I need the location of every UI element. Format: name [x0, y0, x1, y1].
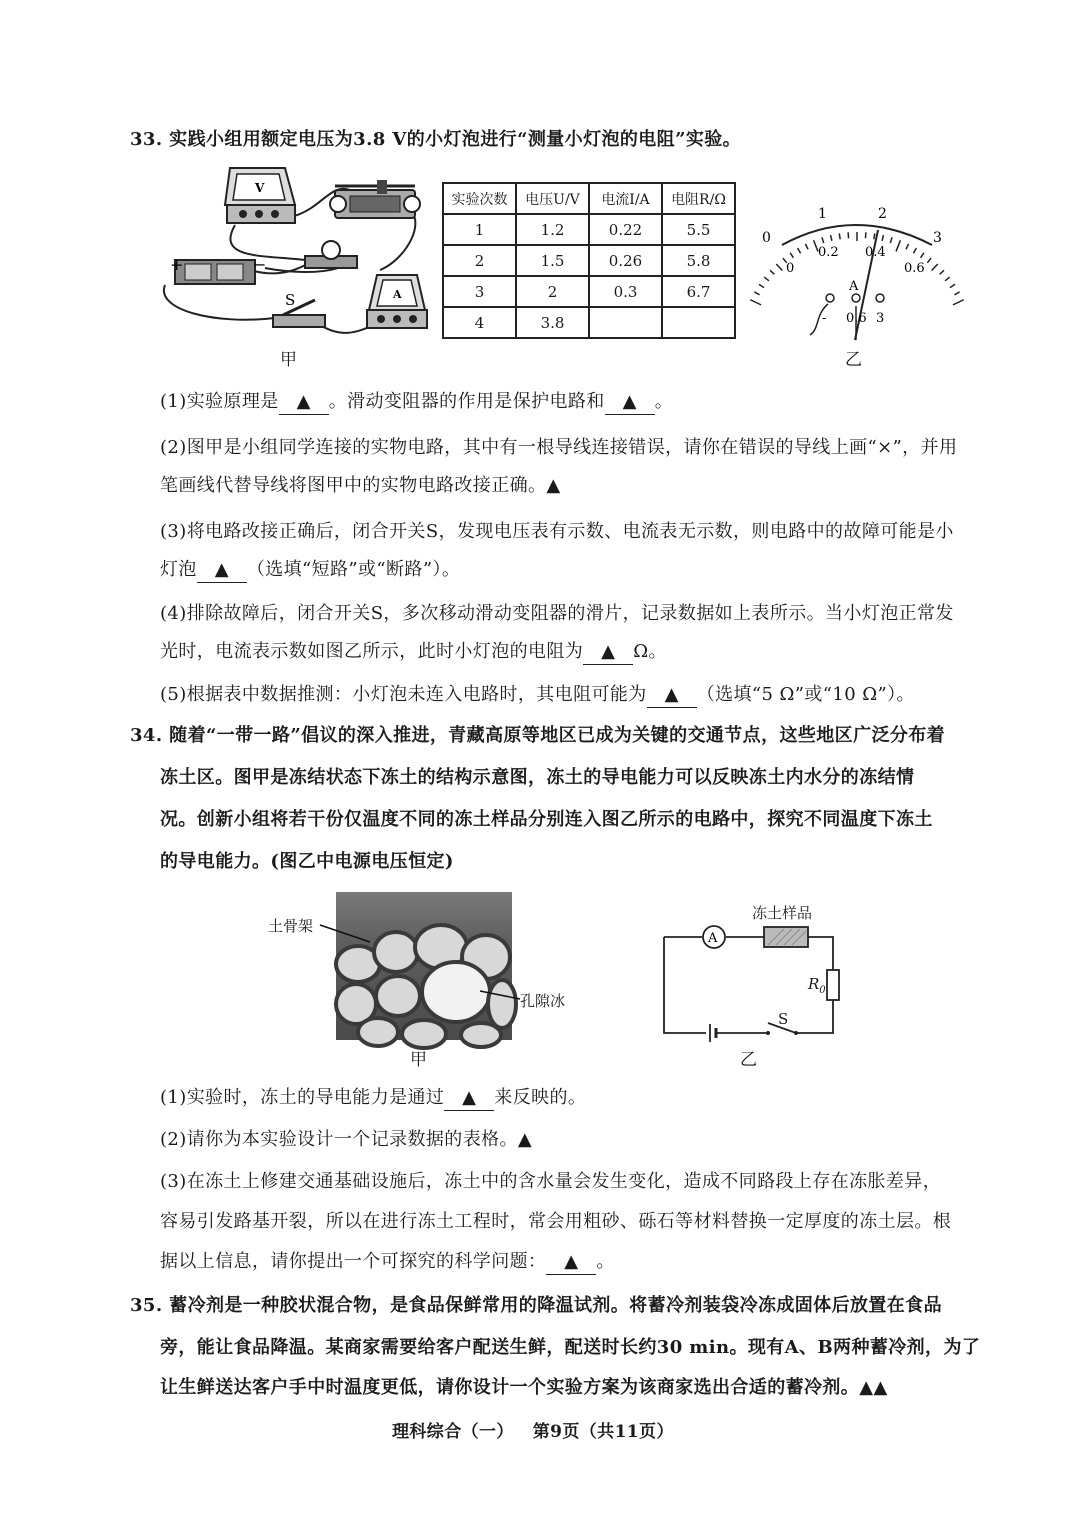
text: 据以上信息，请你提出一个可探究的科学问题：: [160, 1251, 547, 1272]
q34-part3-line3: [160, 1250, 615, 1275]
q33-part4-line2: [160, 640, 667, 665]
terminal-label: 3: [876, 311, 885, 326]
q33-part1: [160, 390, 673, 415]
text: R: [808, 975, 820, 993]
text: 灯泡: [160, 559, 197, 580]
bulb-icon: [305, 241, 357, 268]
answer-blank[interactable]: ▲: [279, 390, 329, 415]
q34-part2: (2)请你为本实验设计一个记录数据的表格。▲: [160, 1129, 533, 1150]
table-cell: 3: [443, 276, 516, 307]
dial-tick: [790, 253, 793, 258]
q33-circuit-figure: [155, 160, 435, 355]
table-cell: 5.5: [662, 214, 735, 245]
ammeter-icon: [367, 275, 427, 328]
frozen-sample-label: 冻土样品: [752, 904, 813, 922]
dial-tick: [890, 237, 892, 243]
table-cell: 1: [443, 214, 516, 245]
table-row: [443, 214, 735, 245]
q33-stem: 33. 实践小组用额定电压为3.8 V的小灯泡进行“测量小灯泡的电阻”实验。: [130, 129, 742, 150]
q35-line1: 35. 蓄冷剂是一种胶状混合物，是食品保鲜常用的降温试剂。将蓄冷剂装袋冷冻成固体后放置在食品: [130, 1295, 942, 1316]
table-header-cell: 实验次数: [443, 183, 516, 214]
switch-icon: [273, 300, 325, 327]
dial-tick: [776, 264, 782, 271]
voltmeter-label: V: [255, 181, 265, 195]
answer-blank[interactable]: ▲: [444, 1086, 494, 1111]
dial-tick: [770, 270, 774, 274]
q33-fig-yi-caption: 乙: [845, 350, 862, 370]
resistor-label: [808, 975, 826, 996]
dial-tick: [831, 235, 832, 241]
outer-tick-label: 3: [933, 230, 942, 246]
q33-part3-line1: (3)将电路改接正确后，闭合开关S，发现电压表有示数、电流表无示数，则电路中的故障可能是小: [160, 521, 954, 542]
table-cell: 5.8: [662, 245, 735, 276]
inner-tick-label: 0.6: [904, 261, 925, 276]
table-cell: 1.5: [516, 245, 589, 276]
q33-part2-line2: 笔画线代替导线将图甲中的实物电路改接正确。▲: [160, 475, 561, 496]
battery-plus: +: [170, 255, 184, 274]
text: （选填“5 Ω”或“10 Ω”）。: [696, 684, 915, 705]
table-cell: 3.8: [516, 307, 589, 338]
frozen-soil-structure-figure: [336, 892, 512, 1040]
q34-stem-line1: 34. 随着“一带一路”倡议的深入推进，青藏高原等地区已成为关键的交通节点，这些地区广泛分布着: [130, 725, 946, 746]
dial-tick: [906, 244, 909, 249]
voltmeter-icon: [225, 168, 295, 223]
dial-tick: [759, 284, 764, 287]
text: 。滑动变阻器的作用是保护电路和: [328, 391, 605, 412]
outer-tick-label: 1: [818, 206, 827, 222]
dial-tick: [932, 264, 938, 271]
inner-tick-label: 0.4: [865, 245, 886, 260]
table-row: [443, 307, 735, 338]
dial-tick: [882, 235, 883, 241]
table-cell: 6.7: [662, 276, 735, 307]
dial-tick: [940, 270, 944, 274]
text: (1)实验时，冻土的导电能力是通过: [160, 1087, 445, 1108]
table-cell: [662, 307, 735, 338]
dial-tick: [874, 233, 875, 239]
text: 光时，电流表示数如图乙所示，此时小灯泡的电阻为: [160, 641, 584, 662]
answer-blank[interactable]: ▲: [197, 558, 247, 583]
terminal-label: 0.6: [846, 311, 867, 326]
q34-stem-line4: 的导电能力。(图乙中电源电压恒定): [160, 851, 454, 872]
q33-part5: [160, 683, 915, 708]
q33-part3-line2: [160, 558, 460, 583]
table-cell: 0.26: [589, 245, 662, 276]
answer-blank[interactable]: ▲: [605, 390, 655, 415]
table-header-cell: 电流I/A: [589, 183, 662, 214]
dial-tick: [839, 233, 840, 239]
inner-tick-label: 0: [786, 261, 795, 276]
text: (1)实验原理是: [160, 391, 279, 412]
q34-part3-line2: 容易引发路基开裂，所以在进行冻土工程时，常会用粗砂、砾石等材料替换一定厚度的冻土层。根: [160, 1211, 952, 1232]
ammeter-symbol: A: [708, 931, 718, 946]
pointer-line: [480, 985, 525, 1005]
q34-part1: [160, 1086, 586, 1111]
q33-part4-line1: (4)排除故障后，闭合开关S，多次移动滑动变阻器的滑片，记录数据如上表所示。当小灯泡正常发: [160, 603, 954, 624]
q33-fig-jia-caption: 甲: [280, 350, 297, 370]
dial-tick: [754, 292, 759, 295]
q34-fig-jia-caption: 甲: [410, 1050, 427, 1070]
dial-tick: [913, 248, 916, 253]
answer-blank[interactable]: ▲: [583, 640, 633, 665]
resistor-icon: [827, 970, 839, 1000]
dial-tick: [750, 300, 761, 305]
table-header-cell: 电阻R/Ω: [662, 183, 735, 214]
q34-part3-line1: (3)在冻土上修建交通基础设施后，冻土中的含水量会发生变化，造成不同路段上存在冻胀差异，: [160, 1171, 942, 1192]
dial-tick: [764, 277, 769, 281]
switch-label: S: [285, 291, 296, 309]
text: （选填“短路”或“断路”）。: [246, 559, 461, 580]
rheostat-icon: [330, 180, 420, 218]
table-row: [443, 276, 735, 307]
table-header-row: [443, 183, 735, 214]
inner-tick-label: 0.2: [818, 245, 839, 260]
q34-stem-line3: 况。创新小组将若干份仅温度不同的冻土样品分别连入图乙所示的电路中，探究不同温度下冻土: [160, 809, 933, 830]
page-footer: 理科综合（一） 第9页（共11页）: [392, 1422, 674, 1442]
q34-stem-line2: 冻土区。图甲是冻结状态下冻土的结构示意图，冻土的导电能力可以反映冻土内水分的冻结情: [160, 767, 915, 788]
q33-ammeter-dial: [760, 200, 950, 345]
table-row: [443, 245, 735, 276]
switch-label: S: [778, 1010, 789, 1028]
battery-minus: −: [253, 255, 267, 274]
table-cell: [589, 307, 662, 338]
dial-tick: [954, 292, 959, 295]
table-header-cell: 电压U/V: [516, 183, 589, 214]
ammeter-label: A: [393, 288, 402, 301]
table-cell: 4: [443, 307, 516, 338]
pointer-line: [320, 920, 380, 950]
answer-blank[interactable]: ▲: [647, 683, 697, 708]
terminal-label: -: [822, 311, 827, 326]
q35-line2: 旁，能让食品降温。某商家需要给客户配送生鲜，配送时长约30 min。现有A、B两种蓄冷剂，为了: [160, 1337, 981, 1358]
table-cell: 0.22: [589, 214, 662, 245]
outer-tick-label: 0: [762, 230, 771, 246]
dial-tick: [896, 240, 900, 251]
table-cell: 2: [516, 276, 589, 307]
text: 。: [596, 1251, 615, 1272]
label-pore-ice: 孔隙冰: [520, 992, 566, 1010]
text: 。: [654, 391, 674, 412]
dial-tick: [822, 237, 824, 243]
dial-tick: [953, 300, 964, 305]
text: 来反映的。: [494, 1087, 587, 1108]
q33-data-table: [442, 182, 736, 339]
dial-tick: [798, 248, 801, 253]
q35-line3: 让生鲜送达客户手中时温度更低，请你设计一个实验方案为该商家选出合适的蓄冷剂。▲▲: [160, 1377, 888, 1398]
label-soil-skeleton: 土骨架: [268, 917, 314, 935]
dial-tick: [945, 277, 950, 281]
dial-tick: [927, 258, 931, 263]
q34-fig-yi-caption: 乙: [740, 1050, 757, 1070]
text: 0: [819, 985, 826, 996]
dial-tick: [921, 253, 924, 258]
dial-tick: [950, 284, 955, 287]
dial-tick: [805, 244, 808, 249]
table-cell: 2: [443, 245, 516, 276]
text: Ω。: [633, 641, 667, 662]
text: (5)根据表中数据推测：小灯泡未连入电路时，其电阻可能为: [160, 684, 647, 705]
table-cell: 1.2: [516, 214, 589, 245]
meter-unit: A: [849, 279, 859, 294]
answer-blank[interactable]: ▲: [546, 1250, 596, 1275]
q33-part2-line1: (2)图甲是小组同学连接的实物电路，其中有一根导线连接错误，请你在错误的导线上画“×”，并用: [160, 437, 958, 458]
outer-tick-label: 2: [878, 206, 887, 222]
table-cell: 0.3: [589, 276, 662, 307]
battery-icon: [175, 260, 255, 284]
frozen-sample-icon: [764, 927, 808, 947]
